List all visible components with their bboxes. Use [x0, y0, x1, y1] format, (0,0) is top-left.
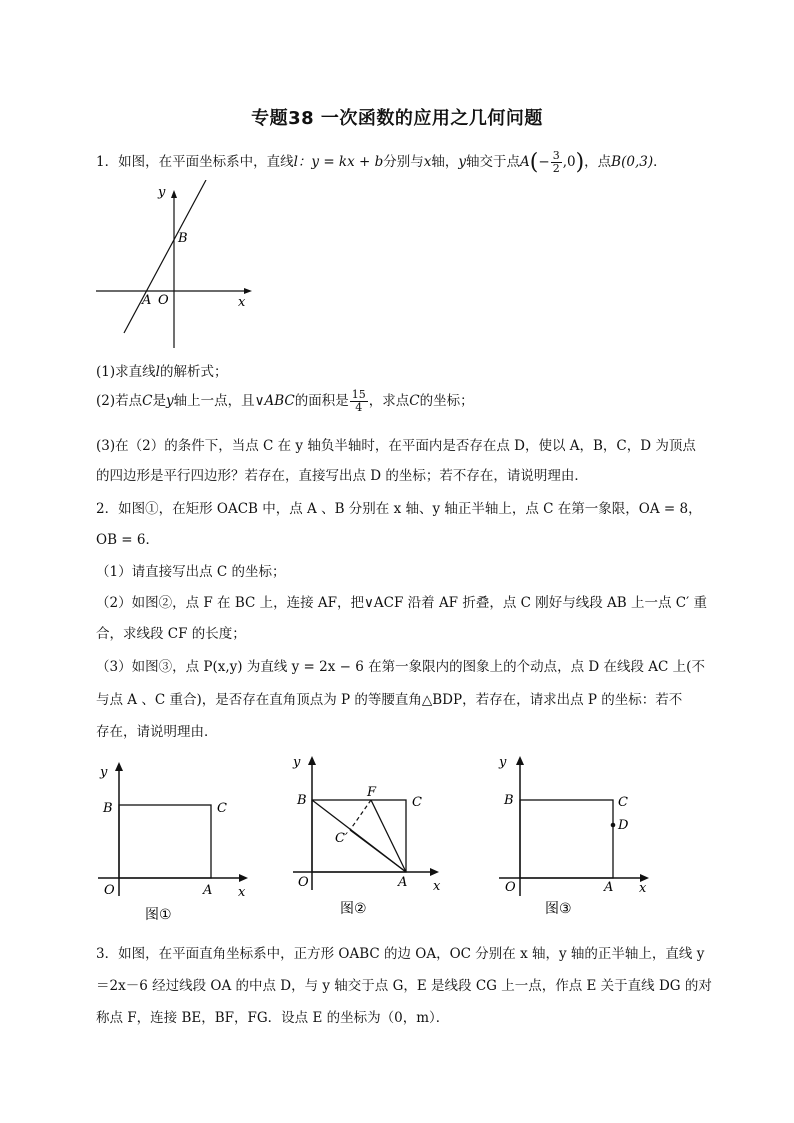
q3-line1: 3．如图，在平面直角坐标系中，正方形 OABC 的边 OA，OC 分别在 x 轴，y 轴的正半轴上，直线 y	[96, 946, 705, 962]
fig2-label-c: C	[412, 795, 422, 810]
fig2-label-o: O	[298, 875, 309, 890]
q1-sub2-e: ，求点	[368, 393, 410, 409]
q1-sub2-b: 是	[152, 393, 166, 409]
fig1-label-c: C	[217, 801, 227, 816]
fig2-label-f: F	[367, 785, 377, 800]
fig3-point-d	[611, 823, 616, 828]
q1-label-b: B	[178, 231, 188, 246]
q1-point-b: B(0,3)	[611, 154, 654, 170]
q1-fraction	[551, 150, 562, 175]
q2-sub3-line1: （3）如图③，点 P(x,y) 为直线 y = 2x − 6 在第一象限内的图象上的个动点，点 D 在线段 AC 上(不	[96, 659, 705, 675]
fig2-label-b: B	[297, 793, 307, 808]
q3-line3: 称点 F，连接 BE，BF，FG．设点 E 的坐标为（0，m）．	[96, 1010, 450, 1026]
q1-sub2-fraction	[350, 389, 368, 414]
q1-figure	[92, 180, 262, 355]
q1-sub2	[96, 389, 474, 414]
q1-label-y: y	[158, 185, 166, 200]
q2-line1: 2．如图①，在矩形 OACB 中，点 A 、B 分别在 x 轴、y 轴正半轴上，点 C 在第一象限，OA = 8，	[96, 501, 702, 517]
q1-point-a: A	[520, 154, 530, 170]
fig2-y-arrow-icon	[308, 756, 316, 765]
fig2-segment-af	[371, 800, 406, 872]
q1-sub1	[96, 360, 227, 380]
q2-sub1: （1）请直接写出点 C 的坐标；	[96, 564, 286, 580]
q1-y-arrow-icon	[171, 190, 177, 198]
q1-sub2-c: C	[142, 393, 153, 409]
q1-line-l	[124, 180, 206, 333]
q2-sub3-line2: 与点 A 、C 重合)，是否存在直角顶点为 P 的等腰直角△BDP，若存在，请求出点 P 的坐标：若不	[96, 692, 683, 708]
q3-line2: ＝2x－6 经过线段 OA 的中点 D，与 y 轴交于点 G，E 是线段 CG 上一点，作点 E 关于直线 DG 的对	[96, 978, 712, 994]
q2-sub2-line1: （2）如图②，点 F 在 BC 上，连接 AF，把∨ACF 沿着 AF 折叠，点 C 刚好与线段 AB 上一点 C′ 重	[96, 595, 707, 611]
q1-frac-den: 2	[552, 162, 560, 175]
q1-sub2-c2: C	[409, 393, 420, 409]
fig3-label-c: C	[618, 795, 628, 810]
q2-sub3-line3: 存在，请说明理由．	[96, 724, 218, 740]
fig1-y-arrow-icon	[115, 762, 123, 771]
q2-line2: OB = 6．	[96, 532, 159, 548]
q1-intro-d: 轴交于点	[466, 154, 521, 170]
fig1-x-arrow-icon	[239, 874, 248, 882]
q2-figure-3	[493, 750, 663, 920]
page-title: 专题38 一次函数的应用之几何问题	[251, 108, 543, 129]
q1-intro-e: ，点	[584, 154, 612, 170]
fig3-label-a: A	[604, 880, 614, 895]
q1-frac-num: 3	[552, 149, 560, 162]
q1-point-a-tail: ,0	[562, 154, 576, 170]
q1-x-axis: x	[423, 154, 432, 170]
q1-sub1-a: (1)求直线	[96, 364, 156, 380]
fig3-y-arrow-icon	[516, 756, 524, 765]
fig3-label-d: D	[618, 818, 629, 833]
q1-intro-end: ．	[653, 154, 667, 170]
q1-label-o: O	[158, 293, 169, 308]
fig1-label-a: A	[203, 883, 213, 898]
fig2-label-c-prime: C′	[335, 831, 348, 846]
q2-figure-2	[287, 750, 457, 920]
q1-sub2-y: y	[165, 393, 174, 409]
fig2-label-y: y	[293, 755, 301, 770]
fig1-label-o: O	[104, 883, 115, 898]
fig2-segment-ac-prime	[350, 830, 406, 872]
q1-x-arrow-icon	[244, 288, 252, 294]
fig1-label-b: B	[103, 801, 113, 816]
q1-intro-c: 轴，	[431, 154, 459, 170]
fig3-label-y: y	[499, 755, 507, 770]
q1-sub1-l: l	[155, 364, 160, 380]
q1-paren-open: (	[529, 150, 539, 175]
q1-label-x: x	[238, 295, 246, 310]
fig2-caption: 图②	[340, 901, 367, 917]
fig2-segment-fc-prime	[350, 800, 371, 830]
q2-figure-1	[90, 756, 260, 926]
q2-sub2-line2: 合，求线段 CF 的长度；	[96, 626, 246, 642]
fig1-label-y: y	[100, 765, 108, 780]
q1-y-axis: y	[458, 154, 467, 170]
q1-intro-b: 分别与	[383, 154, 424, 170]
q1-sub2-f: 的坐标；	[419, 393, 474, 409]
fig3-label-o: O	[505, 880, 516, 895]
q1-sub2-d: 的面积是	[294, 393, 349, 409]
q1-sub2-den: 4	[355, 401, 363, 414]
q1-sub3-line1: (3)在（2）的条件下，当点 C 在 y 轴负半轴时，在平面内是否存在点 D，使以 A，B，C，D 为顶点	[96, 438, 696, 454]
q1-paren-close: )	[575, 150, 585, 175]
fig2-x-arrow-icon	[430, 868, 439, 876]
q1-intro: 1．如图，在平面坐标系中，直线l：y = kx + b分别与x轴，y轴交于点A(− $\frac{3}{2}$ ,0)，点B(0,3)．	[96, 149, 667, 175]
fig3-label-b: B	[504, 793, 514, 808]
fig1-label-x: x	[238, 885, 246, 900]
q1-sub2-c-text: 轴上一点，且	[173, 393, 255, 409]
q1-sub2-a: (2)若点	[96, 393, 143, 409]
q1-sub2-num: 15	[351, 388, 366, 401]
fig2-label-a: A	[398, 875, 408, 890]
q1-label-a: A	[142, 293, 152, 308]
q1-sub1-b: 的解析式；	[159, 364, 228, 380]
fig3-caption: 图③	[545, 901, 572, 917]
fig3-rectangle	[520, 800, 613, 878]
fig1-caption: 图①	[145, 907, 172, 923]
q1-intro-a: 1．如图，在平面坐标系中，直线	[96, 154, 294, 170]
q1-sub2-triangle: ∨ABC	[254, 393, 295, 409]
fig1-rectangle	[119, 805, 211, 878]
q1-line-eq: l：y = kx + b	[293, 154, 384, 170]
fig3-label-x: x	[639, 881, 647, 896]
q1-sub3-line2: 的四边形是平行四边形？若存在，直接写出点 D 的坐标；若不存在，请说明理由．	[96, 468, 588, 484]
fig2-label-x: x	[433, 879, 441, 894]
